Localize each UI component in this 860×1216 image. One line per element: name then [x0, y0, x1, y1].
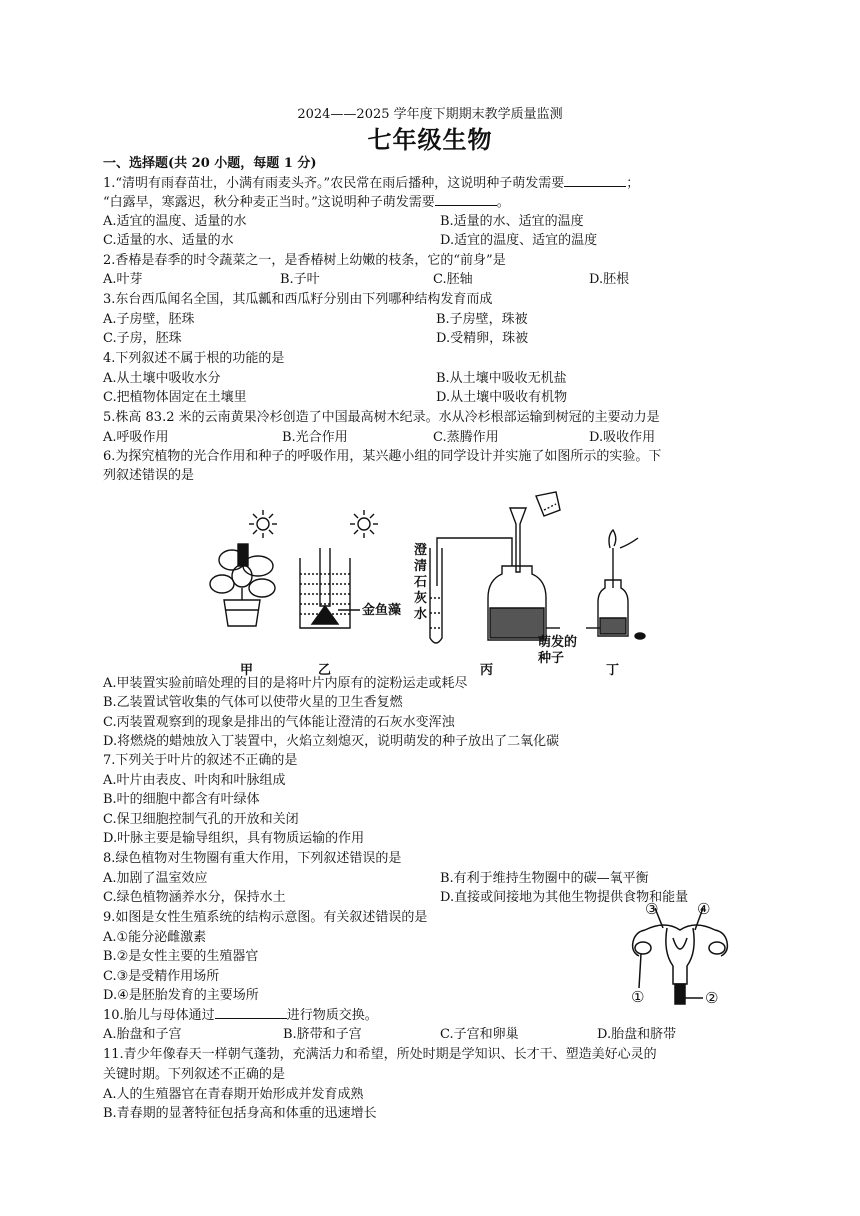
- q8-option-d: D.直接或间接地为其他生物提供食物和能量: [440, 890, 689, 905]
- q4-option-b: B.从土壤中吸收无机盐: [436, 371, 567, 386]
- q8-option-a: A.加剧了温室效应: [103, 871, 208, 886]
- label-ding: 丁: [606, 663, 620, 678]
- marker-1: ①: [631, 988, 645, 1006]
- goldfish-weed-label: 金鱼藻: [362, 603, 402, 618]
- q1-option-d: D.适宜的温度、适宜的温度: [440, 233, 598, 248]
- q10-option-c: C.子宫和卵巢: [440, 1027, 519, 1042]
- q1-option-b: B.适量的水、适宜的温度: [440, 214, 584, 229]
- q11-option-b: B.青春期的显著特征包括身高和体重的迅速增长: [103, 1106, 377, 1121]
- limewater-char-5: 水: [414, 607, 428, 622]
- q6-option-b: B.乙装置试管收集的气体可以使带火星的卫生香复燃: [103, 695, 403, 710]
- q3-option-b: B.子房壁，珠被: [436, 312, 528, 327]
- germinating-seeds-label-2: 种子: [538, 651, 565, 666]
- experiment-figure: [200, 488, 660, 680]
- limewater-char-1: 澄: [414, 543, 428, 558]
- q10-stem: 10.胎儿与母体通过 进行物质交换。: [103, 1008, 378, 1023]
- seed-bottle-icon: [488, 492, 560, 640]
- label-jia: 甲: [240, 663, 254, 678]
- q3-option-a: A.子房壁，胚珠: [103, 312, 195, 327]
- female-reproductive-figure: [615, 902, 745, 1010]
- q4-stem: 4.下列叙述不属于根的功能的是: [103, 351, 285, 366]
- q1-option-c: C.适量的水、适量的水: [103, 233, 234, 248]
- q1-stem-line2: “白露早，寒露迟，秋分种麦正当时。”这说明种子萌发需要 。: [103, 195, 510, 210]
- q9-stem: 9.如图是女性生殖系统的结构示意图。有关叙述错误的是: [103, 910, 428, 925]
- q1-stem-line1: 1.“清明有雨春苗壮，小满有雨麦头齐。”农民常在雨后播种，这说明种子萌发需要 ；: [103, 176, 640, 191]
- q1-option-a: A.适宜的温度、适量的水: [103, 214, 247, 229]
- q2-option-d: D.胚根: [589, 272, 630, 287]
- sun-icon: [350, 510, 378, 538]
- label-bing: 丙: [480, 663, 494, 678]
- q11-option-a: A.人的生殖器官在青春期开始形成并发育成熟: [103, 1087, 364, 1102]
- limewater-char-4: 灰: [414, 591, 428, 606]
- q2-stem: 2.香椿是春季的时令蔬菜之一，是香椿树上幼嫩的枝条，它的“前身”是: [103, 253, 506, 268]
- q4-option-a: A.从土壤中吸收水分: [103, 371, 221, 386]
- limewater-char-3: 石: [414, 575, 428, 590]
- label-yi: 乙: [318, 663, 332, 678]
- q3-stem: 3.东台西瓜闻名全国，其瓜瓤和西瓜籽分别由下列哪种结构发育而成: [103, 292, 493, 307]
- limewater-char-2: 清: [414, 559, 428, 574]
- marker-4: ④: [697, 902, 711, 918]
- q2-option-a: A.叶芽: [103, 272, 143, 287]
- q5-option-a: A.呼吸作用: [103, 430, 169, 445]
- q10-option-d: D.胎盘和脐带: [597, 1027, 677, 1042]
- q2-option-b: B.子叶: [280, 272, 320, 287]
- q6-option-c: C.丙装置观察到的现象是排出的气体能让澄清的石灰水变浑浊: [103, 715, 455, 730]
- q7-stem: 7.下列关于叶片的叙述不正确的是: [103, 753, 298, 768]
- q9-option-d: D.④是胚胎发育的主要场所: [103, 988, 259, 1003]
- q8-stem: 8.绿色植物对生物圈有重大作用，下列叙述错误的是: [103, 851, 402, 866]
- q4-option-c: C.把植物体固定在土壤里: [103, 390, 247, 405]
- q10-option-b: B.脐带和子宫: [283, 1027, 362, 1042]
- q8-option-b: B.有利于维持生物圈中的碳—氧平衡: [440, 871, 649, 886]
- q5-stem: 5.株高 83.2 米的云南黄果冷杉创造了中国最高树木纪录。水从冷杉根部运输到树冠的主要动力是: [103, 410, 660, 425]
- beaker-icon: [300, 548, 360, 628]
- potted-plant-icon: [210, 544, 275, 626]
- q6-stem-line2: 列叙述错误的是: [103, 468, 195, 483]
- q9-option-a: A.①能分泌雌激素: [103, 930, 207, 945]
- answer-blank: [435, 193, 497, 206]
- q3-option-c: C.子房，胚珠: [103, 331, 182, 346]
- candle-jar-icon: [586, 530, 645, 639]
- q5-option-d: D.吸收作用: [589, 430, 656, 445]
- q10-option-a: A.胎盘和子宫: [103, 1027, 182, 1042]
- q7-option-b: B.叶的细胞中都含有叶绿体: [103, 792, 260, 807]
- q11-stem-line2: 关键时期。下列叙述不正确的是: [103, 1067, 286, 1082]
- q11-stem-line1: 11.青少年像春天一样朝气蓬勃，充满活力和希望，所处时期是学知识、长才干、塑造美好心灵的: [103, 1047, 657, 1062]
- marker-2: ②: [705, 989, 719, 1007]
- q7-option-d: D.叶脉主要是输导组织，具有物质运输的作用: [103, 831, 365, 846]
- sun-icon: [249, 510, 277, 538]
- germinating-seeds-label-1: 萌发的: [538, 635, 578, 650]
- exam-subtitle: 2024——2025 学年度下期期末教学质量监测: [297, 107, 563, 122]
- exam-title: 七年级生物: [367, 125, 493, 154]
- q6-option-a: A.甲装置实验前暗处理的目的是将叶片内原有的淀粉运走或耗尽: [103, 676, 468, 691]
- q7-option-a: A.叶片由表皮、叶肉和叶脉组成: [103, 773, 286, 788]
- q6-stem-line1: 6.为探究植物的光合作用和种子的呼吸作用，某兴趣小组的同学设计并实施了如图所示的实验。下: [103, 449, 662, 464]
- q8-option-c: C.绿色植物涵养水分，保持水土: [103, 890, 286, 905]
- section-heading: 一、选择题(共 20 小题，每题 1 分): [103, 156, 317, 171]
- marker-3: ③: [645, 902, 659, 918]
- q5-option-c: C.蒸腾作用: [433, 430, 499, 445]
- q9-option-b: B.②是女性主要的生殖器官: [103, 949, 259, 964]
- q9-option-c: C.③是受精作用场所: [103, 969, 220, 984]
- q2-option-c: C.胚轴: [433, 272, 473, 287]
- answer-blank: [215, 1006, 287, 1019]
- q3-option-d: D.受精卵，珠被: [436, 331, 529, 346]
- q4-option-d: D.从土壤中吸收有机物: [436, 390, 568, 405]
- q7-option-c: C.保卫细胞控制气孔的开放和关闭: [103, 812, 299, 827]
- q6-option-d: D.将燃烧的蜡烛放入丁装置中，火焰立刻熄灭，说明萌发的种子放出了二氧化碳: [103, 734, 560, 749]
- q5-option-b: B.光合作用: [282, 430, 348, 445]
- answer-blank: [564, 174, 626, 187]
